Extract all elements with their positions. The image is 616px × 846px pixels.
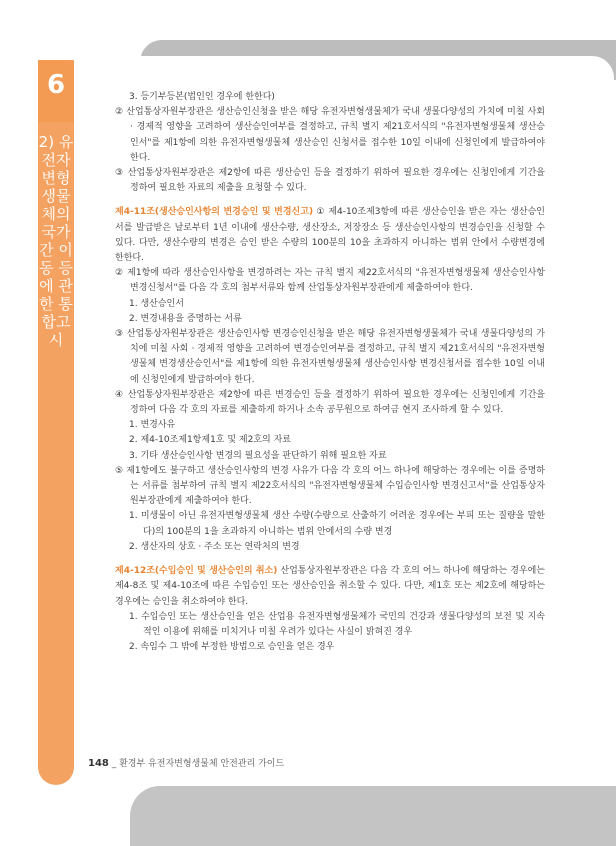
list-item: 1. 생산승인서 — [129, 298, 184, 309]
list-item: 2. 제4-10조제1항제1호 및 제2호의 자료 — [129, 435, 291, 446]
chapter-vertical-title: 2) 유전자변형생물체의 국가간 이동 등에 관한 통합고시 — [38, 133, 74, 349]
paragraph: ③ 산업통상자원부장관은 생산승인사항 변경승인신청을 받은 해당 유전자변형생물체가 국내 생물다양성의 가치에 미칠 사회 · 경제적 영향을 고려하여 변경승인여부를 결정하고, 규칙 별지 제21호서식의 "유전자변형생물체 변경생산승인서"를 제1항에 의한 유전자변형생물체 생산승인사항 변경신청서를 접수한 10일 이내에 신청인에게 발급하여야 한다. — [115, 329, 545, 385]
page-footer — [88, 756, 284, 769]
chapter-number: 6 — [46, 70, 66, 100]
article-text: 산업통상자원부장관은 다음 각 호의 어느 하나에 해당하는 경우에는 제4-8조 및 제4-10조에 따른 수입승인 또는 생산승인을 취소할 수 있다. 다만, 제1호 또는 제2호에 해당하는 경우에는 승인을 취소하여야 한다. — [115, 566, 545, 607]
article-heading: 제4-12조(수입승인 및 생산승인의 취소) — [115, 566, 278, 577]
paragraph: ④ 산업통상자원부장관은 제2항에 따른 변경승인 등을 결정하기 위하여 필요한 경우에는 신청인에게 기간을 정하여 다음 각 호의 자료를 제출하게 하거나 소속 공무원으로 하여금 현지 조사하게 할 수 있다. — [115, 389, 545, 416]
article-4-12 — [115, 564, 545, 610]
bottom-gray-band — [130, 786, 616, 846]
article-heading: 제4-11조(생산승인사항의 변경승인 및 변경신고) — [115, 207, 314, 218]
article-text: ① 제4-10조제3항에 따른 생산승인을 받은 자는 생산승인서를 발급받은 날로부터 1년 이내에 생산수량, 생산장소, 저장장소 등 생산승인사항의 변경승인을 신청할 수 있다. 다만, 생산수량의 변경은 승인 받은 수량의 100분의 10을 초과하지 아니하는 범위 안에서 수량변경에 한한다. — [115, 207, 545, 264]
list-item: 2. 속임수 그 밖에 부정한 방법으로 승인을 얻은 경우 — [129, 642, 335, 653]
footer-title: 환경부 유전자변형생물체 안전관리 가이드 — [119, 759, 285, 769]
paragraph: ② 제1항에 따라 생산승인사항을 변경하려는 자는 규칙 별지 제22호서식의 "유전자변형생물체 생산승인사항 변경신청서"를 다음 각 호의 첨부서류와 함께 산업통상자원부장관에게 제출하여야 한다. — [115, 268, 545, 294]
document-body — [115, 90, 545, 655]
paragraph: ⑤ 제1항에도 불구하고 생산승인사항의 변경 사유가 다음 각 호의 어느 하나에 해당하는 경우에는 이를 증명하는 서류를 첨부하여 규칙 별지 제22호서식의 "유전자변형생물체 수입승인사항 변경신고서"를 산업통상자원부장관에게 제출하여야 한다. — [115, 465, 545, 507]
paragraph: ② 산업통상자원부장관은 생산승인신청을 받은 해당 유전자변형생물체가 국내 생물다양성의 가치에 미칠 사회 · 경제적 영향을 고려하여 생산승인여부를 결정하고, 규칙 별지 제21호서식의 "유전자변형생물체 생산승인서"를 제1항에 의한 유전자변형생물체 생산승인 신청서를 접수한 10일 이내에 신청인에게 발급하여야 한다. — [115, 107, 545, 163]
list-item: 1. 미생물이 아닌 유전자변형생물체 생산 수량(수량으로 산출하기 어려운 경우에는 부피 또는 질량을 말한다)의 100분의 1을 초과하지 아니하는 범위 안에서의 수량 변경 — [129, 511, 545, 537]
footer-separator: _ — [108, 759, 120, 769]
list-item: 3. 기타 생산승인사항 변경의 필요성을 판단하기 위해 필요한 자료 — [129, 450, 387, 461]
list-item: 1. 변경사유 — [129, 420, 176, 431]
list-item: 3. 등기부등본(법인인 경우에 한한다) — [129, 92, 275, 102]
list-item: 1. 수입승인 또는 생산승인을 얻은 산업용 유전자변형생물체가 국민의 건강과 생물다양성의 보전 및 지속적인 이용에 위해를 미치거나 미칠 우려가 있다는 사실이 밝혀진 경우 — [129, 611, 545, 637]
page-top-margin — [0, 0, 616, 44]
page-number: 148 — [88, 758, 109, 769]
list-item: 2. 변경내용을 증명하는 서류 — [129, 313, 242, 324]
paragraph: ③ 산업통상자원부장관은 제2항에 따른 생산승인 등을 결정하기 위하여 필요한 경우에는 신청인에게 기간을 정하여 필요한 자료의 제출을 요청할 수 있다. — [115, 168, 545, 194]
article-4-11 — [115, 205, 545, 266]
list-item: 2. 생산자의 상호 · 주소 또는 연락처의 변경 — [129, 541, 300, 552]
